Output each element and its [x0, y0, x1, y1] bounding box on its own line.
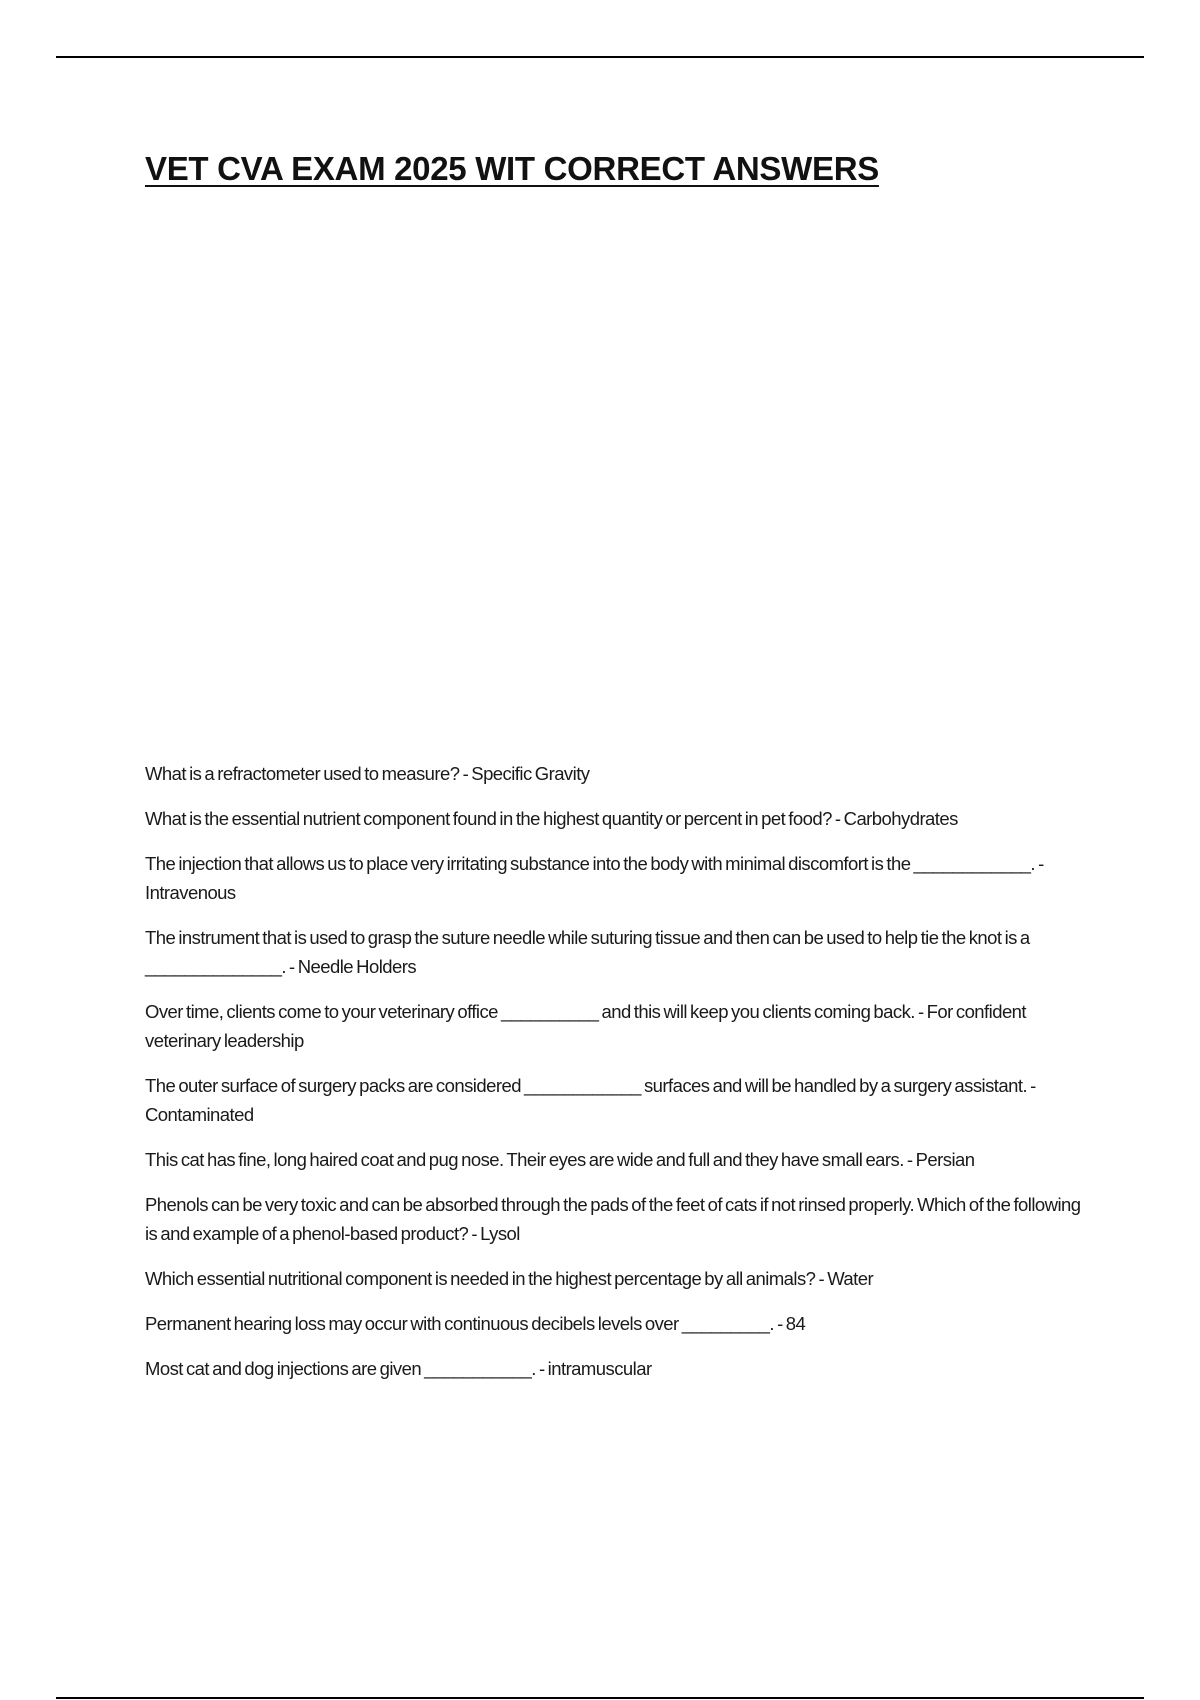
question-item-7: This cat has fine, long haired coat and pug nose. Their eyes are wide and full and they have small ears. - Persian	[145, 1149, 975, 1170]
question-item-10: Permanent hearing loss may occur with continuous decibels levels over _________. - 84	[145, 1313, 806, 1334]
question-item-8: Phenols can be very toxic and can be absorbed through the pads of the feet of cats if not rinsed properly. Which of the following is and example of a phenol-based product? - Lysol	[145, 1194, 1081, 1244]
question-item-4: The instrument that is used to grasp the suture needle while suturing tissue and then can be used to help tie the knot is a ______________. - Needle Holders	[145, 927, 1030, 977]
bottom-rule	[56, 1697, 1144, 1699]
question-item-11: Most cat and dog injections are given ___________. - intramuscular	[145, 1358, 652, 1379]
question-item-3: The injection that allows us to place very irritating substance into the body with minimal discomfort is the ____________. - Intravenous	[145, 853, 1044, 903]
question-item-5: Over time, clients come to your veterinary office __________ and this will keep you clients coming back. - For confident veterinary leadership	[145, 1001, 1027, 1051]
question-item-1: What is a refractometer used to measure? - Specific Gravity	[145, 763, 590, 784]
question-item-6: The outer surface of surgery packs are considered ____________ surfaces and will be handled by a surgery assistant. - Contaminated	[145, 1075, 1036, 1125]
top-rule	[56, 56, 1144, 58]
question-item-2: What is the essential nutrient component found in the highest quantity or percent in pet food? - Carbohydrates	[145, 808, 958, 829]
document-title: VET CVA EXAM 2025 WIT CORRECT ANSWERS	[145, 150, 879, 187]
question-item-9: Which essential nutritional component is needed in the highest percentage by all animals? - Water	[145, 1268, 874, 1289]
question-list	[145, 759, 1095, 1399]
